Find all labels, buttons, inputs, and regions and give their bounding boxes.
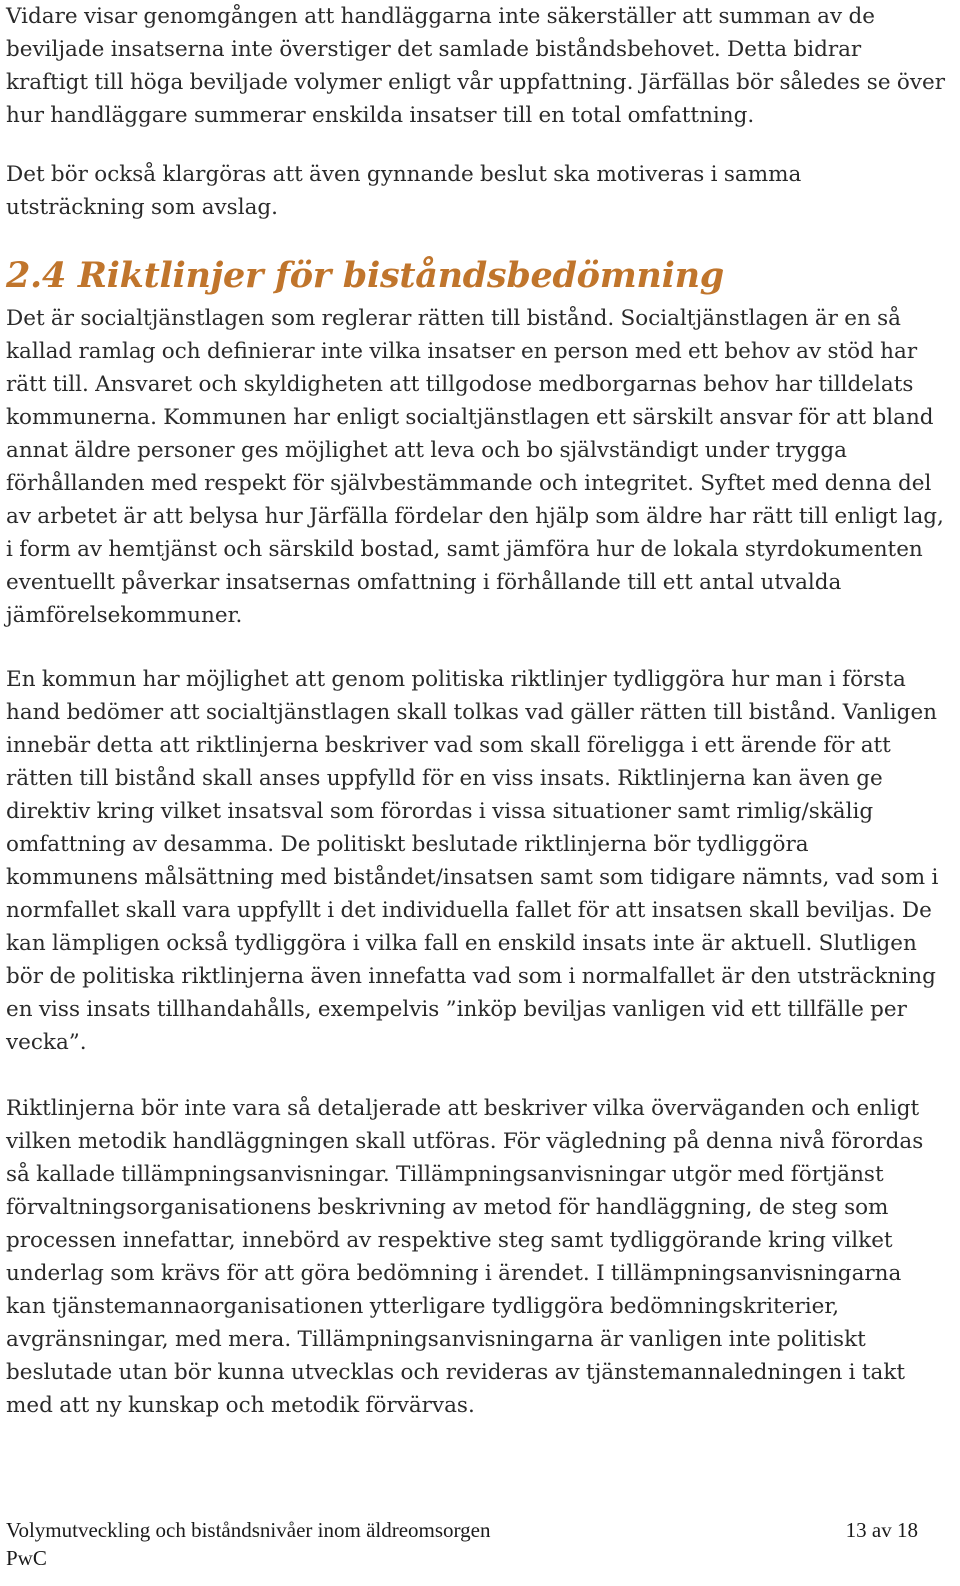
section-heading: 2.4 Riktlinjer för biståndsbedömning <box>6 255 724 296</box>
paragraph-application: Riktlinjerna bör inte vara så detaljerade att beskriver vilka överväganden och enligt vilken metodik handläggningen skall utföras. För vägledning på denna nivå förordas så kallade tillämpningsanvisningar. Tillämpningsanvisningar utgör med förtjänst förvaltningsorganisationens beskrivning av metod för handläggning, de steg som processen innefattar, innebörd av respektive steg samt tydliggörande kring vilket underlag som krävs för att göra bedömning i ärendet. I tillämpningsanvisningarna kan tjänstemannaorganisationen ytterligare tydliggöra bedömningskriterier, avgränsningar, med mera. Tillämpningsanvisningarna är vanligen inte politiskt beslutade utan bör kunna utvecklas och revideras av tjänstemannaledningen i takt med att ny kunskap och metodik förvärvas. <box>6 1096 924 1418</box>
paragraph-intro: Vidare visar genomgången att handläggarna inte säkerställer att summan av de beviljade insatserna inte överstiger det samlade biståndsbehovet. Detta bidrar kraftigt till höga beviljade volymer enligt vår uppfattning. Järfällas bör således se över hur handläggare summerar enskilda insatser till en total omfattning. <box>6 4 945 128</box>
footer-document-title: Volymutveckling och biståndsnivåer inom äldreomsorgen <box>6 1518 491 1542</box>
page-footer <box>6 1516 918 1572</box>
paragraph-guidelines: En kommun har möjlighet att genom politiska riktlinjer tydliggöra hur man i första hand bedömer att socialtjänstlagen skall tolkas vad gäller rätten till bistånd. Vanligen innebär detta att riktlinjerna beskriver vad som skall föreligga i ett ärende för att rätten till bistånd skall anses uppfylld för en viss insats. Riktlinjerna kan även ge direktiv kring vilket insatsval som förordas i vissa situationer samt rimlig/skälig omfattning av desamma. De politiskt beslutade riktlinjerna bör tydliggöra kommunens målsättning med biståndet/insatsen samt som tidigare nämnts, vad som i normfallet skall vara uppfyllt i det individuella fallet för att insatsen skall beviljas. De kan lämpligen också tydliggöra i vilka fall en enskild insats inte är aktuell. Slutligen bör de politiska riktlinjerna även innefatta vad som i normalfallet är den utsträckning en viss insats tillhandahålls, exempelvis ”inköp beviljas vanligen vid ett tillfälle per vecka”. <box>6 667 939 1055</box>
footer-page-number: 13 av 18 <box>845 1518 918 1542</box>
paragraph-motivation: Det bör också klargöras att även gynnande beslut ska motiveras i samma utsträckning som avslag. <box>6 162 802 220</box>
footer-company: PwC <box>6 1546 47 1570</box>
paragraph-section-intro: Det är socialtjänstlagen som reglerar rätten till bistånd. Socialtjänstlagen är en så kallad ramlag och definierar inte vilka insatser en person med ett behov av stöd har rätt till. Ansvaret och skyldigheten att tillgodose medborgarnas behov har tilldelats kommunerna. Kommunen har enligt socialtjänstlagen ett särskilt ansvar för att bland annat äldre personer ges möjlighet att leva och bo självständigt under trygga förhållanden med respekt för självbestämmande och integritet. Syftet med denna del av arbetet är att belysa hur Järfälla fördelar den hjälp som äldre har rätt till enligt lag, i form av hemtjänst och särskild bostad, samt jämföra hur de lokala styrdokumenten eventuellt påverkar insatsernas omfattning i förhållande till ett antal utvalda jämförelsekommuner. <box>6 306 944 628</box>
footer-row <box>6 1516 918 1544</box>
